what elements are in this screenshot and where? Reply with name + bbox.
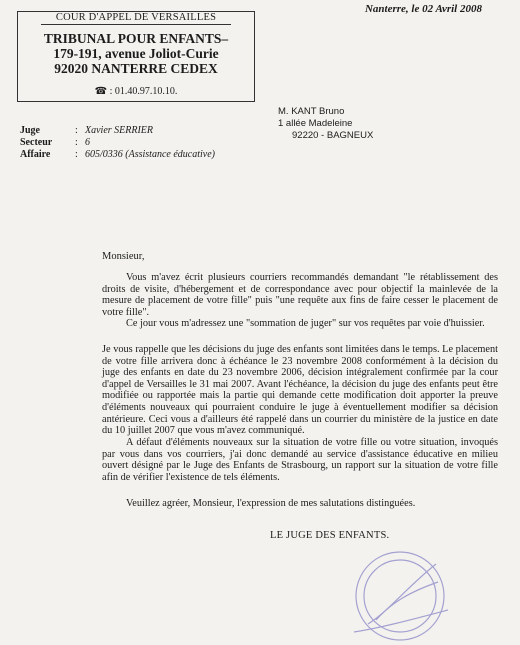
- case-info-value: 6: [85, 137, 90, 148]
- paragraph-closing: Veuillez agréer, Monsieur, l'expression de mes salutations distinguées.: [126, 498, 416, 509]
- salutation: Monsieur,: [102, 251, 145, 262]
- tribunal-title: TRIBUNAL POUR ENFANTS–: [43, 31, 229, 46]
- recipient-street: 1 allée Madeleine: [278, 118, 353, 129]
- case-info-value: Xavier SERRIER: [85, 125, 154, 136]
- court-name: COUR D'APPEL DE VERSAILLES: [41, 12, 231, 25]
- case-info-sector: Secteur : 6: [20, 137, 90, 148]
- paragraph-requests: Vous m'avez écrit plusieurs courriers recommandés demandant "le rétablissement des droits de visite, d'hébergement et de correspondance avec pour objectif la mainlevée de la mesure de placement de votre fille" puis "une requête aux fins de faire cesser le placement de votre fille".: [102, 272, 498, 318]
- case-info-label: Secteur: [20, 137, 53, 148]
- case-info: [20, 125, 215, 161]
- case-info-label: Affaire: [20, 149, 51, 160]
- paragraph-decision: Je vous rappelle que les décisions du juge des enfants sont limitées dans le temps. Le placement de votre fille arrivera donc à échéance le 23 novembre 2008 conformément à la décision du juge des enfants en date du 23 novembre 2006, décision intégralement confirmée par la cour d'appel de Versailles le 31 mai 2007. Avant l'échéance, la décision du juge des enfants peut être modifiée ou rapportée mais la partie qui demande cette modification doit apporter la preuve d'éléments nouveaux qui pourraient conduire le juge à éventuellement modifier sa décision antérieure. Ceci vous a d'ailleurs été rappelé dans un courrier du ministère de la justice en date du 10 juillet 2007 que vous m'avez communiqué.: [102, 344, 498, 437]
- paragraph-report: A défaut d'éléments nouveaux sur la situation de votre fille ou votre situation, invoqués par vous dans vos courriers, j'ai donc demandé au service d'assistance éducative en milieu ouvert désigné par le Juge des Enfants de Strasbourg, un rapport sur la situation de votre fille afin de vérifier l'existence de tels éléments.: [102, 437, 498, 483]
- tribunal-phone: ☎ : 01.40.97.10.10.: [94, 86, 178, 97]
- recipient-city: 92220 - BAGNEUX: [292, 130, 374, 141]
- recipient-address: [278, 106, 373, 142]
- recipient-name: M. KANT Bruno: [278, 106, 345, 117]
- signature-title: LE JUGE DES ENFANTS.: [270, 530, 390, 541]
- case-info-label: Juge: [20, 125, 40, 136]
- case-info-case: Affaire : 605/0336 (Assistance éducative): [20, 149, 215, 160]
- official-stamp: [340, 540, 458, 642]
- tribunal-city: 92020 NANTERRE CEDEX: [54, 61, 218, 76]
- letter-date: Nanterre, le 02 Avril 2008: [364, 3, 482, 15]
- case-info-value: 605/0336 (Assistance éducative): [85, 149, 215, 160]
- tribunal-address: 179-191, avenue Joliot-Curie: [53, 46, 219, 61]
- tribunal-letterhead: [17, 11, 255, 102]
- case-info-judge: Juge : Xavier SERRIER: [20, 125, 154, 136]
- paragraph-summons: Ce jour vous m'adressez une "sommation de juger" sur vos requêtes par voie d'huissier.: [126, 318, 485, 329]
